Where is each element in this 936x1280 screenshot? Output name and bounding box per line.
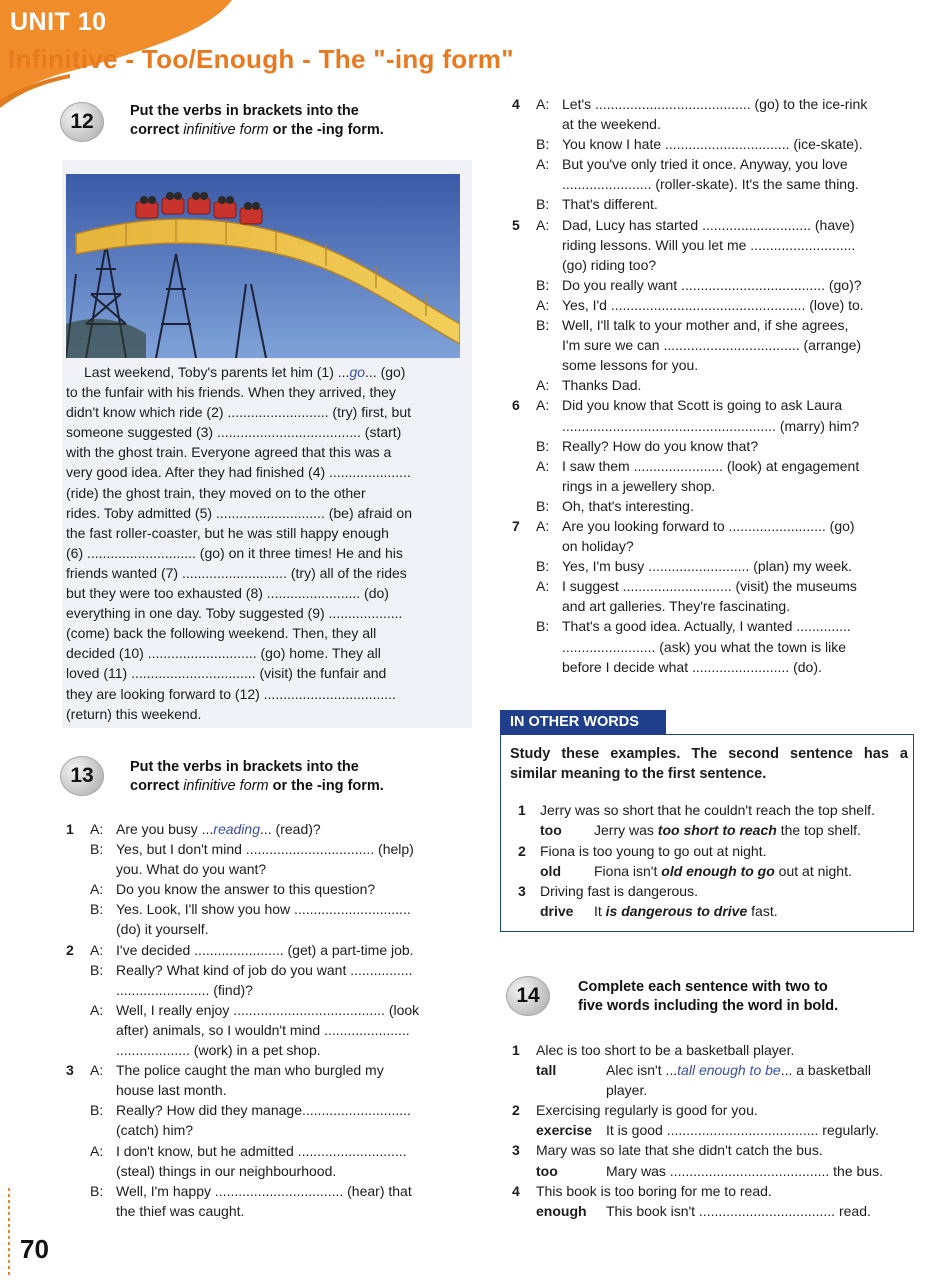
- dialogue-text: I saw them ....................... (look) at engagement: [562, 457, 860, 474]
- ex14-answer-line: tall Alec isn't ...tall enough to be... a basketball: [536, 1062, 871, 1079]
- speaker-label: A:: [536, 578, 550, 595]
- story-line: rides. Toby admitted (5) ............................ (be) afraid on: [66, 504, 412, 521]
- speaker-label: B:: [536, 618, 550, 635]
- dialogue-text: (steal) things in our neighbourhood.: [116, 1162, 337, 1179]
- dialogue-line: [512, 596, 914, 616]
- speaker-label: B:: [536, 437, 550, 454]
- dialogue-text: ....................................................... (marry) him?: [562, 417, 860, 434]
- dialogue-text: after) animals, so I wouldn't mind ......................: [116, 1021, 410, 1038]
- speaker-label: B:: [90, 1102, 104, 1119]
- in-other-words-tab: IN OTHER WORDS: [500, 710, 666, 735]
- speaker-label: B:: [536, 136, 550, 153]
- story-line-1: Last weekend, Toby's parents let him (1) ...go... (go): [84, 364, 406, 380]
- exercise-12-dialogues-continued: [512, 94, 914, 677]
- dialogue-line: [66, 1020, 470, 1040]
- exercise-14-items: [512, 1040, 914, 1221]
- dialogue-text: Well, I'll talk to your mother and, if she agrees,: [562, 317, 849, 334]
- speaker-label: A:: [536, 517, 550, 534]
- dialogue-line: [512, 496, 914, 516]
- page-number: 70: [20, 1234, 49, 1264]
- dialogue-text: Yes, but I don't mind ................................. (help): [116, 841, 414, 858]
- speaker-label: B:: [536, 497, 550, 514]
- speaker-label: B:: [90, 1182, 104, 1199]
- dialogue-line: [512, 436, 914, 456]
- ex14-answer-line-cont: player.: [606, 1082, 648, 1099]
- dialogue-text: Really? How do you know that?: [562, 437, 759, 454]
- dialogue-line: [512, 174, 914, 194]
- dialogue-text: the thief was caught.: [116, 1202, 245, 1219]
- speaker-label: A:: [536, 457, 550, 474]
- speaker-label: B:: [536, 317, 550, 334]
- dialogue-line: [66, 1181, 470, 1201]
- dialogue-text: before I decide what ......................... (do).: [562, 658, 822, 675]
- item-number: 4: [512, 96, 520, 112]
- exercise-12-instruction: Put the verbs in brackets into the correct infinitive form or the -ing form.: [130, 103, 384, 138]
- story-line: (come) back the following weekend. Then, they all: [66, 625, 377, 642]
- dialogue-text: Dad, Lucy has started ............................ (have): [562, 216, 855, 233]
- dialogue-line: [66, 919, 470, 939]
- dialogue-line: [512, 416, 914, 436]
- dialogue-text: That's different.: [562, 196, 658, 213]
- speaker-label: B:: [90, 901, 104, 918]
- dialogue-text: ........................ (ask) you what the town is like: [562, 638, 846, 655]
- speaker-label: A:: [536, 216, 550, 233]
- ex14-item: 4 This book is too boring for me to read.: [512, 1182, 772, 1199]
- dialogue-text: Well, I'm happy ................................. (hear) that: [116, 1182, 412, 1199]
- story-line: but they were too exhausted (8) ........................ (do): [66, 585, 389, 602]
- dialogue-text: Let's ........................................ (go) to the ice-rink: [562, 96, 868, 112]
- speaker-label: A:: [90, 881, 104, 898]
- dialogue-line: [66, 1201, 470, 1221]
- dialogue-text: (do) it yourself.: [116, 921, 209, 938]
- dialogue-line: [66, 1120, 470, 1140]
- speaker-label: B:: [90, 961, 104, 978]
- dialogue-line: [512, 476, 914, 496]
- dialogue-line: [512, 616, 914, 636]
- dialogue-line: [512, 194, 914, 214]
- dialogue-text: Did you know that Scott is going to ask Laura: [562, 397, 843, 414]
- speaker-label: B:: [536, 196, 550, 213]
- dialogue-text: ........................ (find)?: [116, 981, 253, 998]
- exercise-12-badge: 12: [60, 102, 104, 142]
- story-line: didn't know which ride (2) .......................... (try) first, but: [66, 404, 411, 421]
- dialogue-line: [512, 395, 914, 415]
- exercise-12-story: [66, 362, 460, 724]
- dialogue-line: [66, 1100, 470, 1120]
- example-item: 3 Driving fast is dangerous.: [518, 883, 698, 900]
- story-line: everything in one day. Toby suggested (9) ...................: [66, 605, 403, 622]
- dialogue-text: ....................... (roller-skate). It's the same thing.: [562, 176, 859, 193]
- dialogue-line: [512, 375, 914, 395]
- exercise-14-instruction: Complete each sentence with two to five words including the word in bold.: [578, 979, 839, 1014]
- dialogue-text: ................... (work) in a pet shop.: [116, 1042, 321, 1059]
- speaker-label: A:: [90, 1062, 104, 1079]
- dialogue-line: [66, 1080, 470, 1100]
- speaker-label: A:: [90, 1142, 104, 1159]
- story-line: decided (10) ............................ (go) home. They all: [66, 645, 381, 662]
- speaker-label: A:: [90, 1001, 104, 1018]
- dialogue-text: I've decided ....................... (get) a part-time job.: [116, 941, 414, 958]
- dialogue-text: Yes. Look, I'll show you how ..............................: [116, 901, 411, 918]
- ex14-answer-line: enough This book isn't ................................... read.: [536, 1202, 871, 1219]
- dialogue-line: [512, 315, 914, 335]
- example-item: 2 Fiona is too young to go out at night.: [518, 842, 767, 859]
- story-line: to the funfair with his friends. When they arrived, they: [66, 384, 396, 401]
- speaker-label: B:: [536, 558, 550, 575]
- dialogue-line: [512, 275, 914, 295]
- dialogue-line: [66, 1141, 470, 1161]
- unit-subtitle: Infinitive - Too/Enough - The "-ing form": [8, 44, 514, 74]
- roller-coaster-photo: [66, 174, 460, 358]
- dialogue-text: you. What do you want?: [116, 861, 267, 878]
- dialogue-text: I don't know, but he admitted ............................: [116, 1142, 407, 1159]
- dialogue-line: [512, 456, 914, 476]
- dialogue-text: Really? How did they manage............................: [116, 1102, 411, 1119]
- dialogue-text: some lessons for you.: [562, 357, 699, 374]
- speaker-label: A:: [536, 156, 550, 173]
- dialogue-line: [512, 355, 914, 375]
- story-line: friends wanted (7) ........................... (try) all of the rides: [66, 564, 407, 581]
- item-number: 5: [512, 216, 520, 233]
- story-line: someone suggested (3) ..................................... (start): [66, 424, 402, 441]
- example-answer: reading: [213, 821, 260, 837]
- in-other-words-examples: [512, 800, 910, 922]
- dialogue-text: house last month.: [116, 1082, 227, 1099]
- ex14-item: 2 Exercising regularly is good for you.: [512, 1102, 758, 1119]
- speaker-label: A:: [90, 941, 104, 958]
- item-number: 2: [66, 941, 74, 958]
- dialogue-line: [66, 940, 470, 960]
- dialogue-line: [66, 839, 470, 859]
- story-line: very good idea. After they had finished (4) .....................: [66, 464, 411, 481]
- dialogue-line: [512, 114, 914, 134]
- dialogue-text: riding lessons. Will you let me ...........................: [562, 236, 856, 253]
- dialogue-line: [512, 576, 914, 596]
- dialogue-text: Well, I really enjoy ....................................... (look: [116, 1001, 420, 1018]
- dialogue-line: [66, 879, 470, 899]
- story-line: with the ghost train. Everyone agreed that this was a: [66, 444, 392, 461]
- speaker-label: B:: [536, 276, 550, 293]
- dialogue-line: [512, 556, 914, 576]
- dialogue-line: [512, 637, 914, 657]
- dialogue-text: Are you looking forward to ......................... (go): [562, 517, 855, 534]
- speaker-label: A:: [536, 377, 550, 394]
- story-line: (6) ............................ (go) on it three times! He and his: [66, 544, 403, 561]
- exercise-13-dialogues: [66, 819, 470, 1221]
- dialogue-line: [66, 980, 470, 1000]
- dialogue-text: I'm sure we can ................................... (arrange): [562, 337, 862, 354]
- dialogue-line: [512, 335, 914, 355]
- dialogue-text: But you've only tried it once. Anyway, you love: [562, 156, 848, 173]
- dialogue-text: Yes, I'm busy .......................... (plan) my week.: [562, 558, 853, 575]
- dialogue-text: and art galleries. They're fascinating.: [562, 598, 791, 615]
- dialogue-text: (go) riding too?: [562, 256, 657, 273]
- dialogue-line: [66, 819, 470, 839]
- dialogue-text: That's a good idea. Actually, I wanted ..............: [562, 618, 851, 635]
- unit-title: UNIT 10: [10, 8, 107, 36]
- story-line: the fast roller-coaster, but he was still happy enough: [66, 524, 389, 541]
- exercise-13-badge: 13: [60, 756, 104, 796]
- speaker-label: A:: [536, 96, 550, 112]
- exercise-13-instruction: Put the verbs in brackets into the correct infinitive form or the -ing form.: [130, 759, 384, 794]
- dialogue-line: [512, 215, 914, 235]
- dialogue-text: Do you know the answer to this question?: [116, 881, 376, 898]
- story-line: (ride) the ghost train, they moved on to the other: [66, 484, 366, 501]
- dialogue-text: Yes, I'd .................................................. (love) to.: [562, 296, 864, 313]
- dialogue-text: (catch) him?: [116, 1122, 194, 1139]
- dialogue-line: [512, 134, 914, 154]
- dialogue-line: [512, 94, 914, 114]
- dialogue-text: Oh, that's interesting.: [562, 497, 694, 514]
- story-line: they are looking forward to (12) ..................................: [66, 685, 396, 702]
- speaker-label: A:: [536, 296, 550, 313]
- dialogue-text: You know I hate ................................ (ice-skate).: [562, 136, 863, 153]
- item-number: 6: [512, 397, 520, 414]
- item-number: 3: [66, 1062, 74, 1079]
- story-line: (return) this weekend.: [66, 705, 202, 722]
- item-number: 7: [512, 517, 520, 534]
- dialogue-line: [66, 1161, 470, 1181]
- ex14-answer-line: exercise It is good ....................................... regularly.: [536, 1122, 879, 1139]
- dialogue-text: ... (read)?: [259, 821, 321, 837]
- item-number: 1: [66, 821, 74, 837]
- dialogue-line: [66, 960, 470, 980]
- dialogue-text: on holiday?: [562, 538, 634, 555]
- example-rewrite: too Jerry was too short to reach the top shelf.: [540, 822, 861, 839]
- speaker-label: A:: [90, 821, 104, 837]
- dialogue-line: [512, 154, 914, 174]
- in-other-words-heading: Study these examples. The second sentence has a similar meaning to the first sentence.: [510, 746, 908, 782]
- dialogue-text: Thanks Dad.: [562, 377, 642, 394]
- ex14-answer-line: too Mary was ......................................... the bus.: [536, 1162, 883, 1179]
- ex14-item: 1 Alec is too short to be a basketball player.: [512, 1042, 795, 1058]
- dialogue-text: Do you really want ..................................... (go)?: [562, 276, 862, 293]
- dialogue-line: [512, 255, 914, 275]
- dialogue-text: at the weekend.: [562, 116, 661, 133]
- story-line: loved (11) ................................ (visit) the funfair and: [66, 665, 387, 682]
- dialogue-line: [66, 1060, 470, 1080]
- dialogue-text: rings in a jewellery shop.: [562, 477, 716, 494]
- dialogue-text: Really? What kind of job do you want ................: [116, 961, 413, 978]
- ex14-item: 3 Mary was so late that she didn't catch the bus.: [512, 1142, 823, 1159]
- dialogue-line: [66, 899, 470, 919]
- dialogue-line: [66, 1040, 470, 1060]
- example-rewrite: old Fiona isn't old enough to go out at night.: [540, 862, 852, 879]
- example-item: 1 Jerry was so short that he couldn't reach the top shelf.: [518, 802, 875, 818]
- page-margin-rule: [8, 1188, 10, 1278]
- exercise-14-badge: 14: [506, 976, 550, 1016]
- dialogue-line: [512, 516, 914, 536]
- speaker-label: B:: [90, 841, 104, 858]
- speaker-label: A:: [536, 397, 550, 414]
- dialogue-line: [512, 295, 914, 315]
- dialogue-text: Are you busy ...: [116, 821, 214, 837]
- dialogue-text: The police caught the man who burgled my: [116, 1062, 384, 1079]
- example-rewrite: drive It is dangerous to drive fast.: [540, 903, 778, 920]
- dialogue-text: I suggest ............................ (visit) the museums: [562, 578, 857, 595]
- dialogue-line: [66, 859, 470, 879]
- dialogue-line: [512, 536, 914, 556]
- dialogue-line: [66, 1000, 470, 1020]
- dialogue-line: [512, 657, 914, 677]
- dialogue-line: [512, 235, 914, 255]
